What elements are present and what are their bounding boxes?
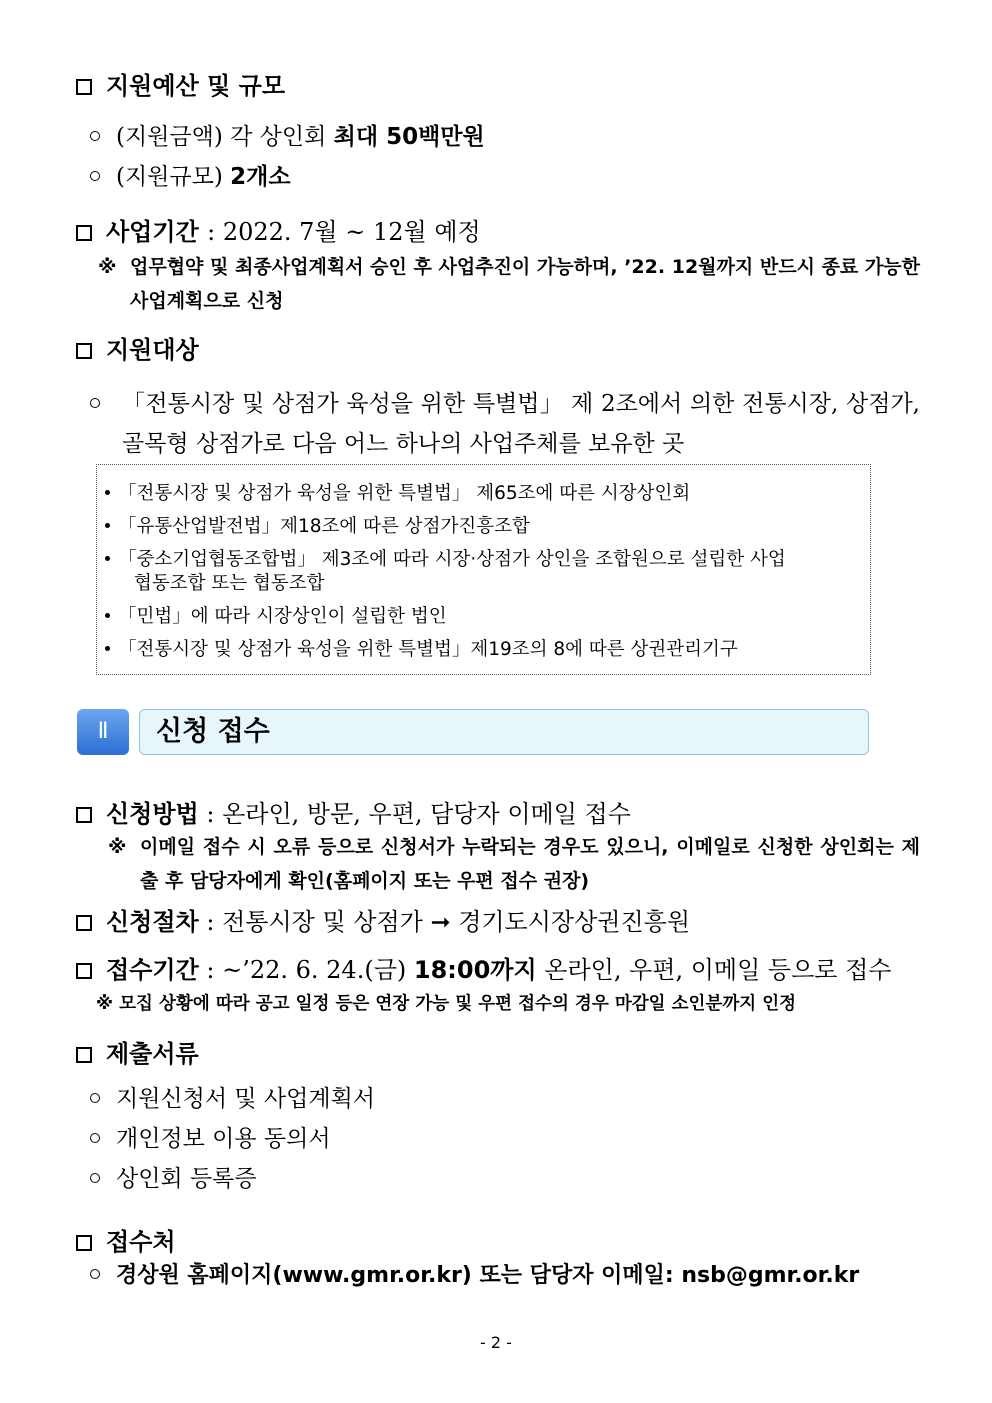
- section-number: Ⅱ: [77, 709, 129, 755]
- list-item: 상인회 등록증: [90, 1160, 257, 1193]
- checkbox-square-icon: [76, 1047, 92, 1063]
- checkbox-square-icon: [76, 1235, 92, 1251]
- checkbox-square-icon: [76, 343, 92, 359]
- checkbox-square-icon: [76, 963, 92, 979]
- heading-documents: 제출서류: [76, 1034, 199, 1069]
- heading-reception-period: 접수기간 : ~’22. 6. 24.(금) 18:00까지 온라인, 우편, 이메일 등으로 접수: [76, 950, 891, 985]
- list-item: 「유통산업발전법」제18조에 따른 상점가진흥조합: [105, 512, 530, 538]
- checkbox-square-icon: [76, 225, 92, 241]
- checkbox-square-icon: [76, 915, 92, 931]
- list-item-continued: 협동조합 또는 협동조합: [134, 573, 325, 594]
- period-note: ※ 업무협약 및 최종사업계획서 승인 후 사업추진이 가능하며, ’22. 12월까지 반드시 종료 가능한 사업계획으로 신청: [98, 256, 920, 312]
- heading-target: 지원대상: [76, 330, 199, 365]
- circle-bullet-icon: [90, 131, 100, 141]
- circle-bullet-icon: [90, 1269, 100, 1279]
- list-item: 개인정보 이용 동의서: [90, 1120, 331, 1153]
- heading-procedure: 신청절차 : 전통시장 및 상점가 ➞ 경기도시장상권진흥원: [76, 902, 690, 937]
- heading-budget: 지원예산 및 규모: [76, 66, 285, 101]
- checkbox-square-icon: [76, 79, 92, 95]
- circle-bullet-icon: [90, 1173, 100, 1183]
- list-item: 「전통시장 및 상점가 육성을 위한 특별법」제19조의 8에 따른 상권관리기구: [105, 635, 738, 661]
- heading-reception-place: 접수처: [76, 1222, 176, 1257]
- list-item: 「민법」에 따라 시장상인이 설립한 법인: [105, 602, 447, 628]
- circle-bullet-icon: [90, 1093, 100, 1103]
- circle-bullet-icon: [90, 171, 100, 181]
- page-number: - 2 -: [480, 1333, 512, 1352]
- reception-note: ※ 모집 상황에 따라 공고 일정 등은 연장 가능 및 우편 접수의 경우 마감일 소인분까지 인정: [96, 994, 797, 1014]
- section-title: 신청 접수: [139, 709, 869, 755]
- circle-bullet-icon: [90, 1133, 100, 1143]
- heading-period: 사업기간 : 2022. 7월 ~ 12월 예정: [76, 212, 481, 247]
- method-note: ※ 이메일 접수 시 오류 등으로 신청서가 누락되는 경우도 있으니, 이메일로 신청한 상인회는 제출 후 담당자에게 확인(홈페이지 또는 우편 접수 권장): [108, 836, 920, 892]
- list-item: (지원규모) 2개소: [90, 158, 291, 191]
- circle-bullet-icon: [90, 398, 100, 408]
- reception-contact: 경상원 홈페이지(www.gmr.or.kr) 또는 담당자 이메일: nsb@gmr.or.kr: [90, 1258, 859, 1289]
- list-item: (지원금액) 각 상인회 최대 50백만원: [90, 118, 485, 151]
- target-description: 「전통시장 및 상점가 육성을 위한 특별법」 제 2조에서 의한 전통시장, 상점가, 골목형 상점가로 다음 어느 하나의 사업주체를 보유한 곳: [90, 384, 920, 464]
- heading-method: 신청방법 : 온라인, 방문, 우편, 담당자 이메일 접수: [76, 794, 631, 829]
- list-item: 「중소기업협동조합법」 제3조에 따라 시장·상점가 상인을 조합원으로 설립한 사업: [105, 545, 786, 571]
- list-item: 「전통시장 및 상점가 육성을 위한 특별법」 제65조에 따른 시장상인회: [105, 479, 690, 505]
- target-list-box: [96, 464, 871, 675]
- list-item: 지원신청서 및 사업계획서: [90, 1080, 375, 1113]
- checkbox-square-icon: [76, 807, 92, 823]
